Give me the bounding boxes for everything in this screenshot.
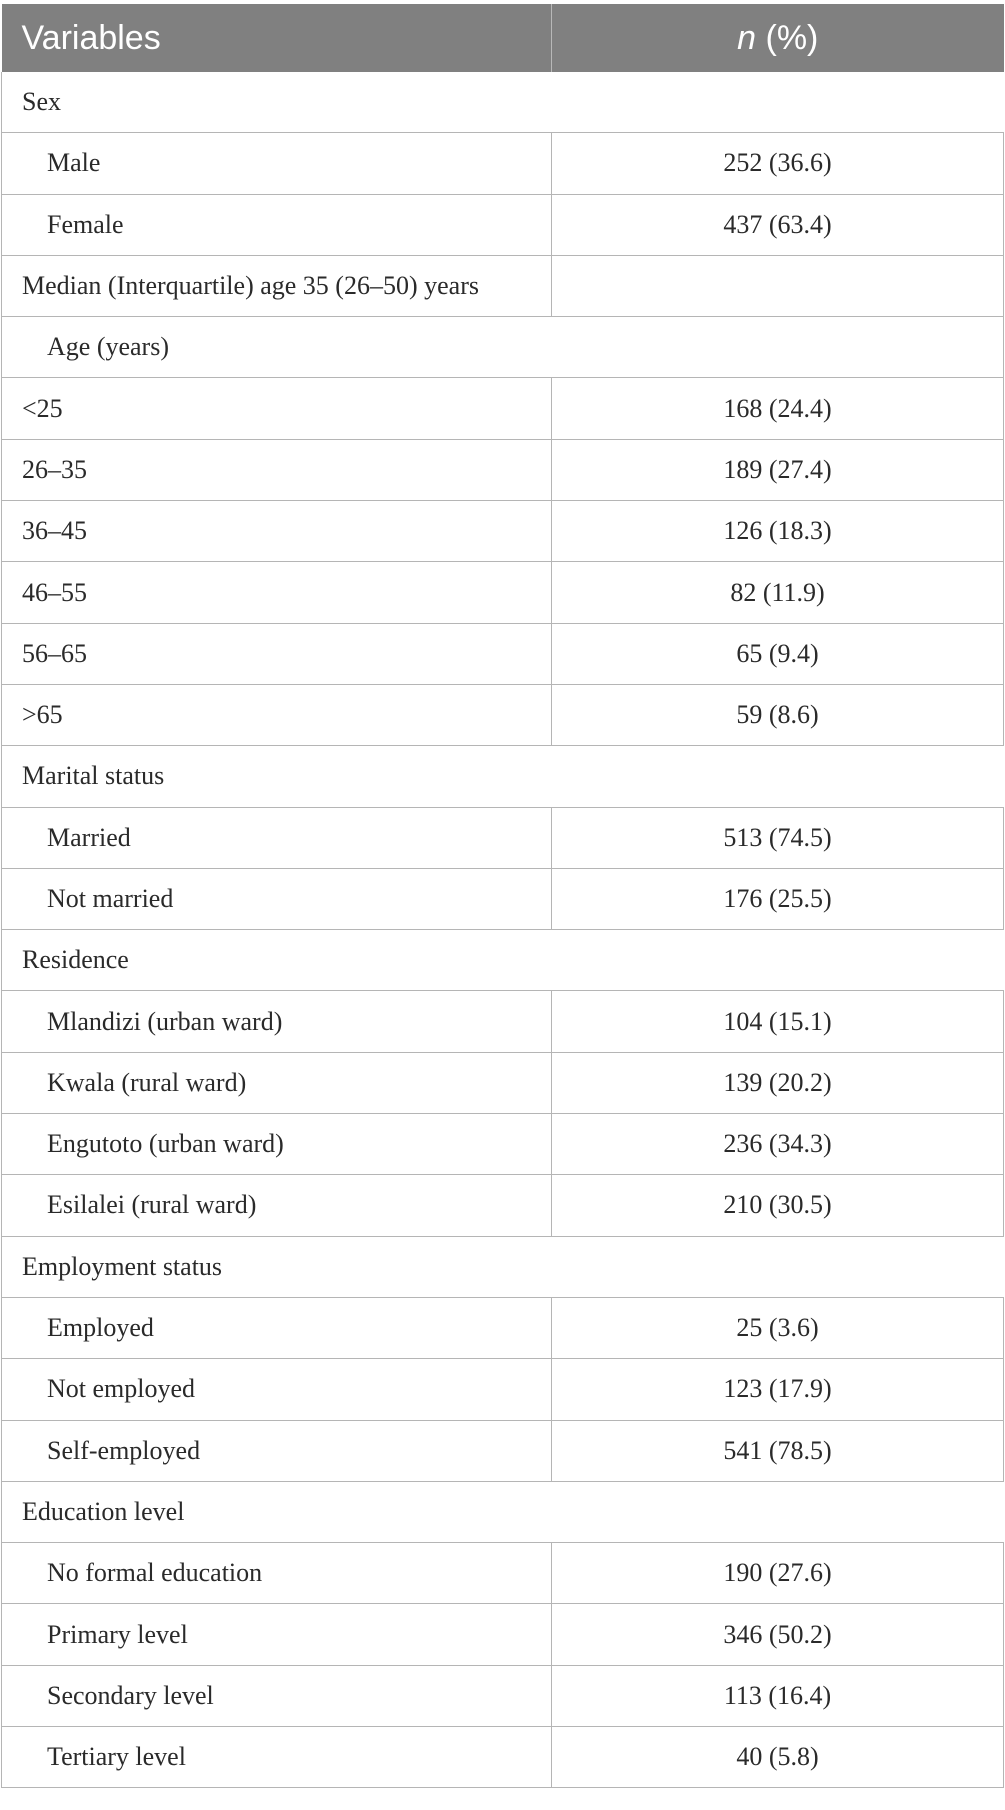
row-label: Not married <box>2 868 552 929</box>
row-label: Female <box>2 194 552 255</box>
row-value: 104 (15.1) <box>552 991 1004 1052</box>
row-value: 65 (9.4) <box>552 623 1004 684</box>
row-value: 82 (11.9) <box>552 562 1004 623</box>
row-label: Esilalei (rural ward) <box>2 1175 552 1236</box>
table-row <box>2 1052 1004 1113</box>
row-label: 46–55 <box>2 562 552 623</box>
row-value <box>552 255 1004 316</box>
table-row <box>2 623 1004 684</box>
row-value: 437 (63.4) <box>552 194 1004 255</box>
row-label: Not employed <box>2 1359 552 1420</box>
table-row <box>2 501 1004 562</box>
table-row <box>2 194 1004 255</box>
row-label: Male <box>2 133 552 194</box>
row-value: 252 (36.6) <box>552 133 1004 194</box>
header-percent: (%) <box>756 18 819 57</box>
table-row <box>2 1543 1004 1604</box>
row-value: 123 (17.9) <box>552 1359 1004 1420</box>
row-value: 126 (18.3) <box>552 501 1004 562</box>
table-row <box>2 684 1004 745</box>
row-value: 176 (25.5) <box>552 868 1004 929</box>
table-row <box>2 1359 1004 1420</box>
row-label: No formal education <box>2 1543 552 1604</box>
row-value: 113 (16.4) <box>552 1665 1004 1726</box>
row-label: Engutoto (urban ward) <box>2 1114 552 1175</box>
table-row <box>2 133 1004 194</box>
row-label: Age (years) <box>2 317 1004 378</box>
row-label: Primary level <box>2 1604 552 1665</box>
row-label: Marital status <box>2 746 1004 807</box>
row-value: 59 (8.6) <box>552 684 1004 745</box>
table-row <box>2 72 1004 133</box>
row-value: 513 (74.5) <box>552 807 1004 868</box>
table-body <box>2 72 1004 1788</box>
row-label: 56–65 <box>2 623 552 684</box>
table-header-row <box>2 4 1004 72</box>
demographics-table-container <box>1 4 1003 1788</box>
table-row <box>2 868 1004 929</box>
table-row <box>2 255 1004 316</box>
row-label: Secondary level <box>2 1665 552 1726</box>
row-value: 236 (34.3) <box>552 1114 1004 1175</box>
table-row <box>2 1665 1004 1726</box>
table-row <box>2 1236 1004 1297</box>
demographics-table <box>1 4 1004 1788</box>
header-n: n <box>737 18 757 57</box>
row-label: Residence <box>2 930 1004 991</box>
row-label: 36–45 <box>2 501 552 562</box>
table-row <box>2 1175 1004 1236</box>
row-label: Education level <box>2 1481 1004 1542</box>
row-value: 541 (78.5) <box>552 1420 1004 1481</box>
row-label: Married <box>2 807 552 868</box>
row-label: Median (Interquartile) age 35 (26–50) years <box>2 255 552 316</box>
row-value: 168 (24.4) <box>552 378 1004 439</box>
row-label: Tertiary level <box>2 1727 552 1788</box>
row-label: Self-employed <box>2 1420 552 1481</box>
table-row <box>2 930 1004 991</box>
table-row <box>2 746 1004 807</box>
table-row <box>2 378 1004 439</box>
row-value: 139 (20.2) <box>552 1052 1004 1113</box>
row-label: Sex <box>2 72 1004 133</box>
table-row <box>2 807 1004 868</box>
table-row <box>2 439 1004 500</box>
row-label: Mlandizi (urban ward) <box>2 991 552 1052</box>
table-row <box>2 1297 1004 1358</box>
row-value: 189 (27.4) <box>552 439 1004 500</box>
header-n-percent <box>552 4 1004 72</box>
table-row <box>2 991 1004 1052</box>
row-label: 26–35 <box>2 439 552 500</box>
row-value: 40 (5.8) <box>552 1727 1004 1788</box>
row-value: 25 (3.6) <box>552 1297 1004 1358</box>
row-label: >65 <box>2 684 552 745</box>
row-value: 346 (50.2) <box>552 1604 1004 1665</box>
row-value: 190 (27.6) <box>552 1543 1004 1604</box>
row-label: Employed <box>2 1297 552 1358</box>
table-row <box>2 1420 1004 1481</box>
table-row <box>2 1604 1004 1665</box>
row-value: 210 (30.5) <box>552 1175 1004 1236</box>
table-row <box>2 562 1004 623</box>
table-row <box>2 1481 1004 1542</box>
row-label: Employment status <box>2 1236 1004 1297</box>
row-label: Kwala (rural ward) <box>2 1052 552 1113</box>
row-label: <25 <box>2 378 552 439</box>
header-variables: Variables <box>2 4 552 72</box>
table-row <box>2 317 1004 378</box>
table-row <box>2 1727 1004 1788</box>
table-row <box>2 1114 1004 1175</box>
